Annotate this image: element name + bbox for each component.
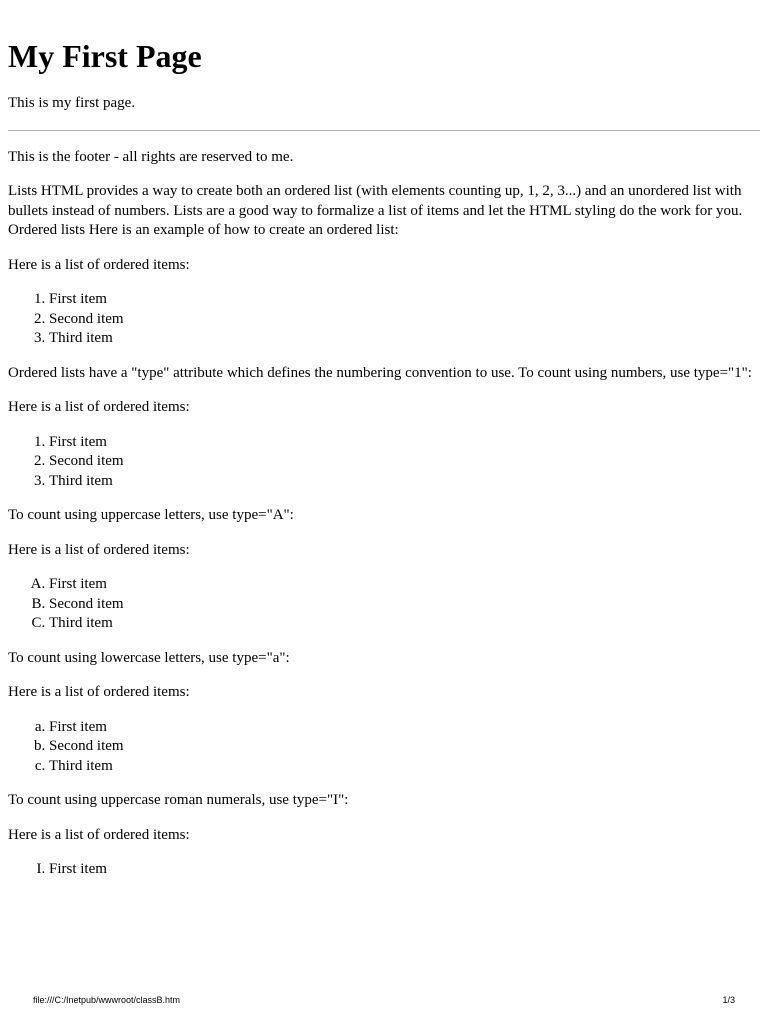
page-content <box>8 0 764 880</box>
list-label: Here is a list of ordered items: <box>8 684 190 700</box>
ordered-list-numeric <box>8 433 764 492</box>
list-item: 1. First item <box>49 433 764 453</box>
intro-paragraph: This is my first page. <box>8 95 136 111</box>
list-label: Here is a list of ordered items: <box>8 399 190 415</box>
list-label: Here is a list of ordered items: <box>8 256 190 273</box>
list-type-description: To count using uppercase letters, use type="A": <box>8 507 294 523</box>
print-footer <box>33 994 735 1006</box>
list-item: 3. Third item <box>49 472 764 492</box>
footer-paragraph: This is the footer - all rights are reserved to me. <box>8 148 294 165</box>
list-item: 3. Third item <box>49 329 764 349</box>
page-title: My First Page <box>8 38 202 74</box>
ordered-list-uppercase <box>8 575 764 634</box>
list-type-description: Ordered lists have a "type" attribute which defines the numbering convention to use. To count using numbers, use type="1": <box>8 364 752 381</box>
list-item: 1. First item <box>49 290 764 310</box>
list-item: b. Second item <box>49 737 764 757</box>
lists-intro-paragraph: Lists HTML provides a way to create both an ordered list (with elements counting up, 1, 2, 3...) and an unordered list with bullets instead of numbers. Lists are a good way to formalize a list of items and let the HTML styling do the work for you. Ordered lists Here is an example of how to create an ordered list: <box>8 183 743 238</box>
list-item: B. Second item <box>49 595 764 615</box>
list-item: 2. Second item <box>49 452 764 472</box>
ordered-list-roman <box>8 860 764 880</box>
list-item: A. First item <box>49 575 764 595</box>
list-item: I. First item <box>49 860 764 880</box>
list-item: c. Third item <box>49 757 764 777</box>
list-label: Here is a list of ordered items: <box>8 541 190 558</box>
list-item: 2. Second item <box>49 310 764 330</box>
list-item: C. Third item <box>49 614 764 634</box>
list-label: Here is a list of ordered items: <box>8 826 190 843</box>
horizontal-rule <box>8 130 760 131</box>
list-item: a. First item <box>49 718 764 738</box>
print-footer-url: file:///C:/Inetpub/wwwroot/classB.htm <box>33 995 181 1005</box>
ordered-list-numeric <box>8 290 764 349</box>
list-type-description: To count using uppercase roman numerals, use type="I": <box>8 792 349 808</box>
ordered-list-lowercase <box>8 718 764 777</box>
list-type-description: To count using lowercase letters, use type="a": <box>8 649 290 666</box>
print-footer-page-number: 1/3 <box>722 995 735 1005</box>
